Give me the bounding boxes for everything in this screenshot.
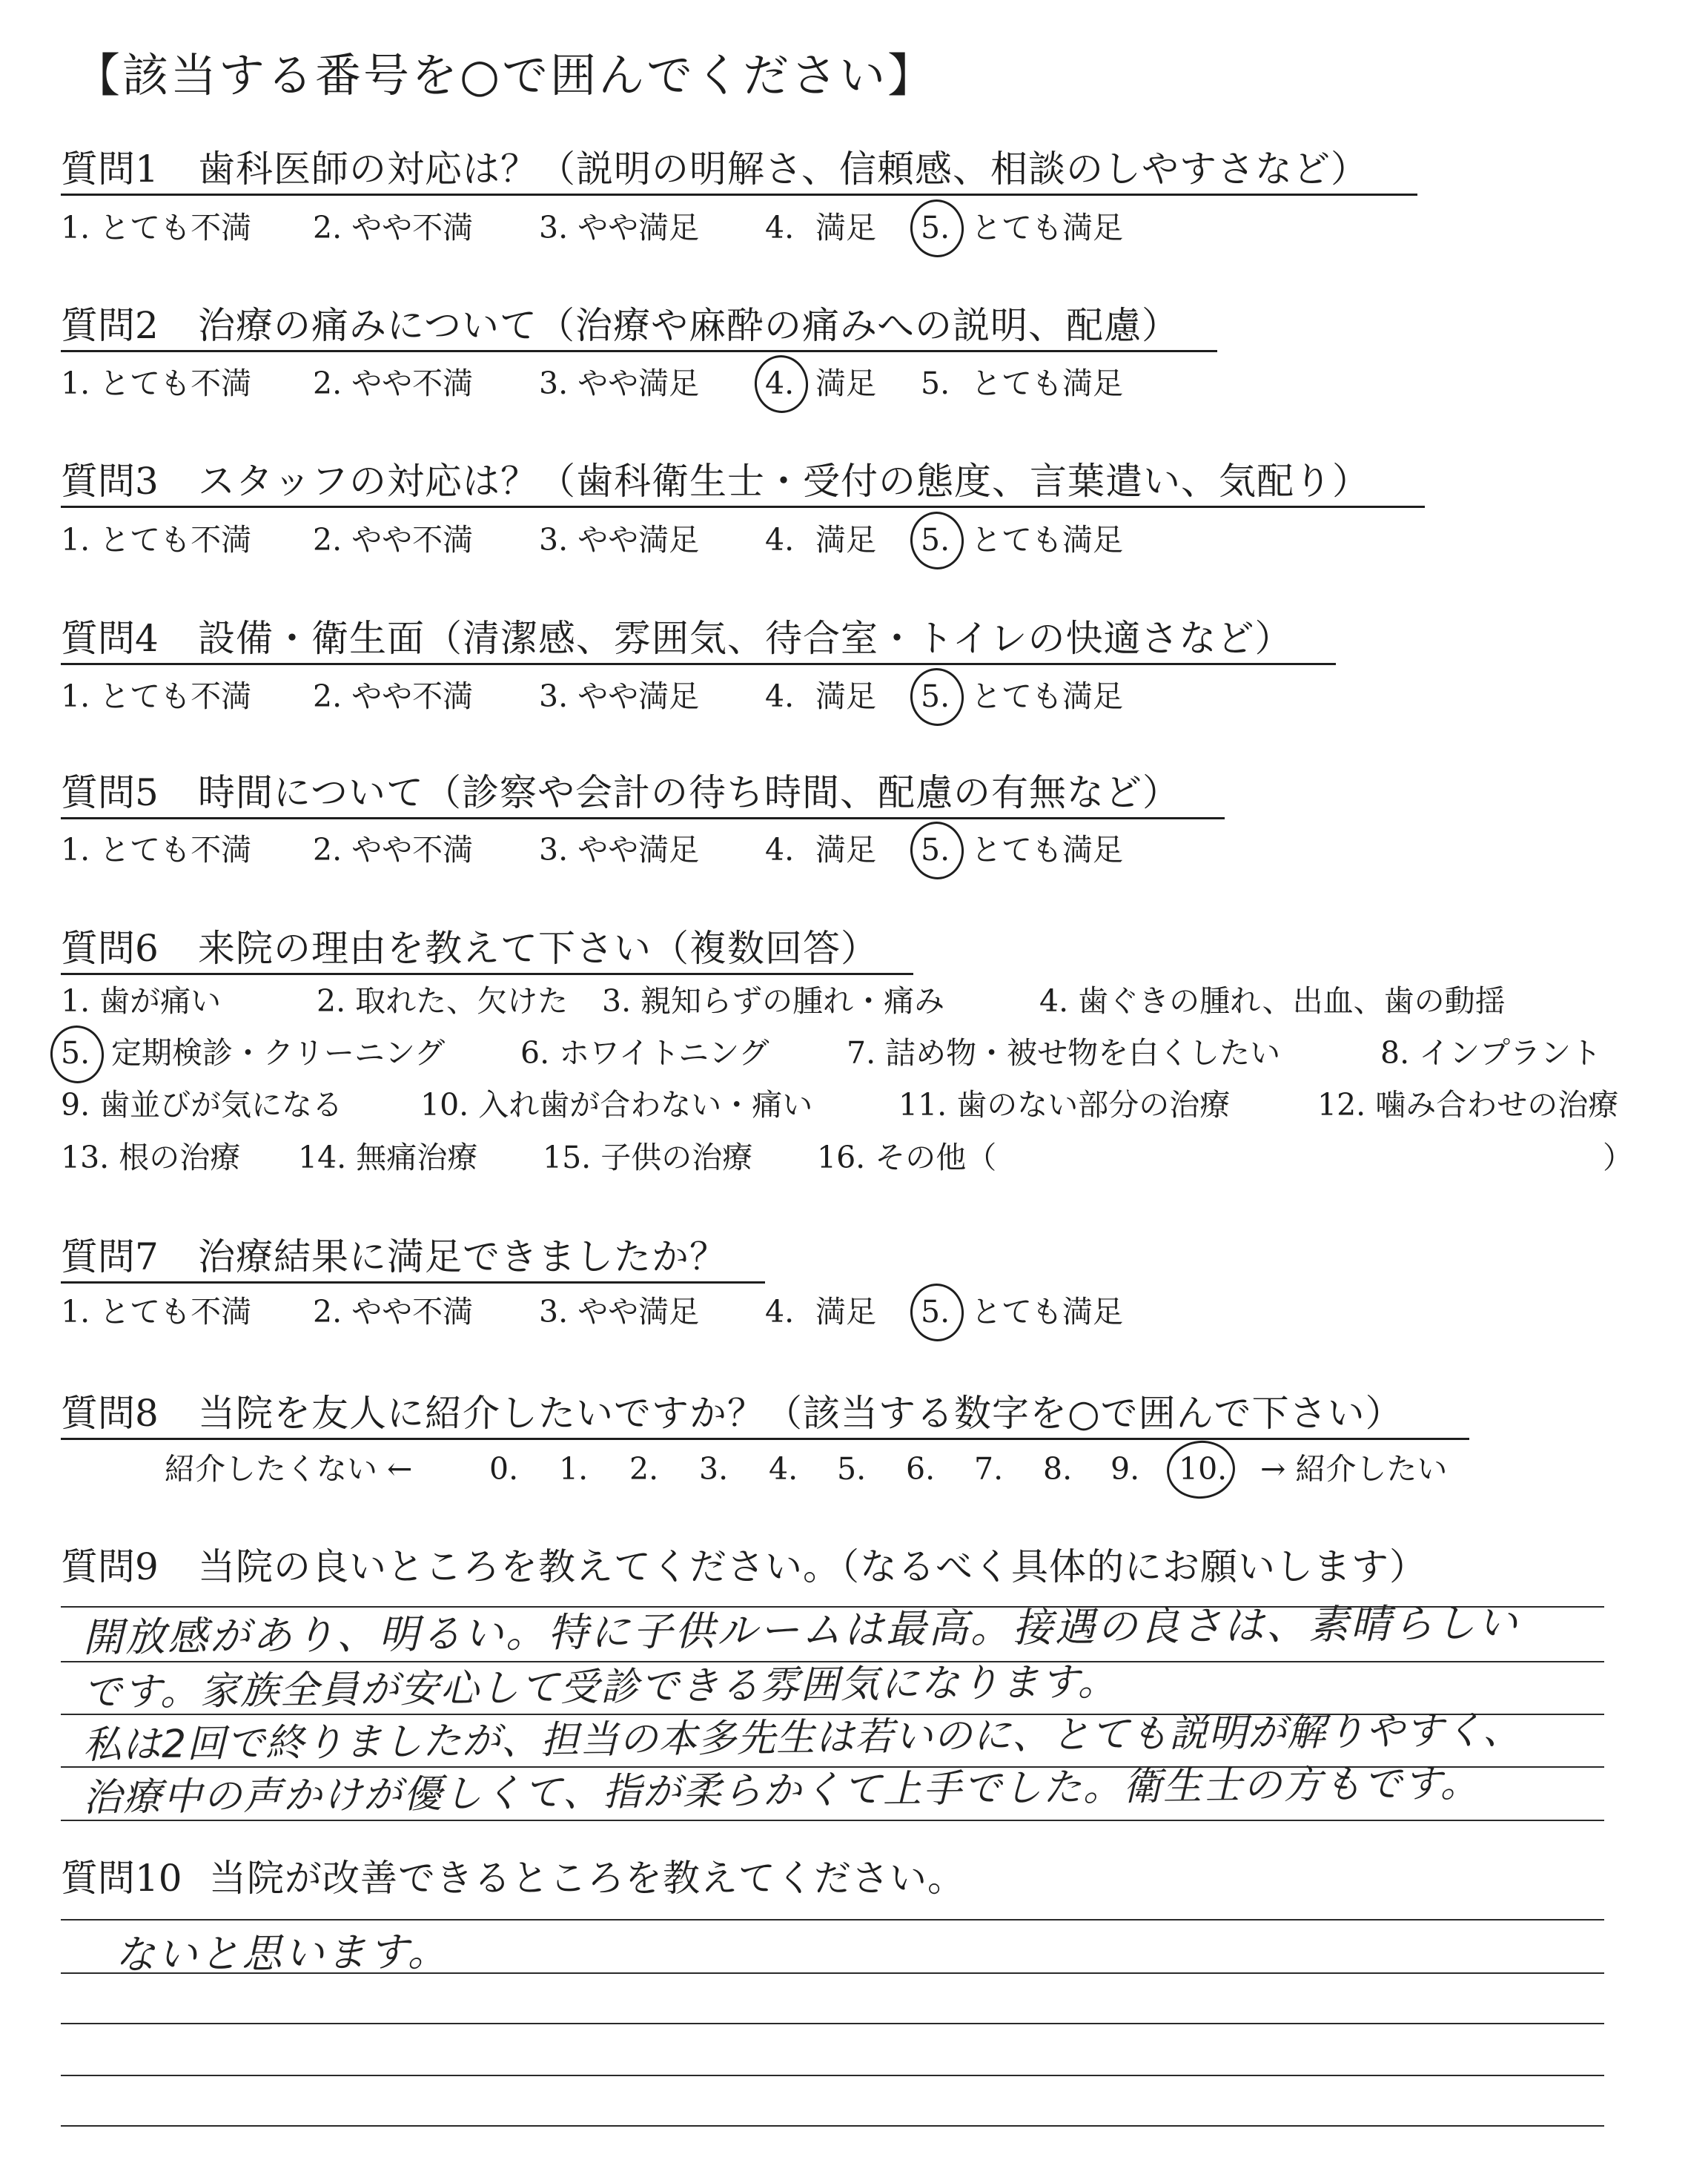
option-2[interactable]: 2. やや不満 (313, 366, 474, 401)
option-5-number-circled[interactable]: 5. (921, 827, 950, 873)
option-12[interactable]: 12. 噛み合わせの治療 (1317, 1087, 1619, 1123)
scale-6[interactable]: 6. (906, 1451, 936, 1487)
q10-answer-line-1: ないと思います。 (114, 1928, 451, 1978)
option-5-label: とても満足 (971, 522, 1123, 558)
option-5-label: とても満足 (971, 1294, 1123, 1330)
scale-right-label: → 紹介したい (1260, 1451, 1448, 1487)
question-text: 治療結果に満足できましたか？ (198, 1235, 727, 1278)
option-3[interactable]: 3. 親知らずの腫れ・痛み (602, 983, 945, 1019)
option-4-label: 満足 (815, 366, 876, 401)
option-3[interactable]: 3. やや満足 (539, 1294, 700, 1330)
option-3[interactable]: 3. やや満足 (539, 832, 700, 868)
option-15[interactable]: 15. 子供の治療 (543, 1140, 753, 1175)
scale-1[interactable]: 1. (559, 1451, 589, 1487)
option-3[interactable]: 3. やや満足 (539, 522, 700, 558)
other-close-paren: ） (1603, 1140, 1633, 1175)
answer-line (61, 2075, 1604, 2076)
option-4-number[interactable]: 4. (765, 678, 795, 714)
scale-left-label: 紹介したくない ← (165, 1451, 413, 1487)
scale-2[interactable]: 2. (629, 1451, 659, 1487)
question-4-heading (61, 614, 1336, 665)
question-2-heading (61, 301, 1217, 352)
q9-answer-line-1: 開放感があり、明るい。特に子供ルームは最高。接遇の良さは、素晴らしい (82, 1599, 1520, 1661)
scale-10-circled[interactable]: 10. (1179, 1446, 1227, 1492)
question-number: 質問1 (61, 148, 159, 191)
question-6-heading (61, 924, 913, 975)
question-text: スタッフの対応は？（歯科衛生士・受付の態度、言葉遣い、気配り） (198, 460, 1370, 503)
option-5-label: とても満足 (971, 366, 1123, 401)
option-2[interactable]: 2. やや不満 (313, 1294, 474, 1330)
option-4-label: 満足 (815, 678, 876, 714)
option-5-number-circled[interactable]: 5. (921, 1289, 950, 1335)
option-4-number[interactable]: 4. (765, 210, 795, 245)
question-8-heading (61, 1389, 1469, 1440)
option-5-label: とても満足 (971, 678, 1123, 714)
option-2[interactable]: 2. やや不満 (313, 522, 474, 558)
q9-answer-line-4: 治療中の声かけが優しくて、指が柔らかくて上手でした。衛生士の方もです。 (82, 1761, 1481, 1820)
option-8[interactable]: 8. インプラント (1380, 1035, 1602, 1071)
scale-7[interactable]: 7. (974, 1451, 1004, 1487)
question-4-options (61, 673, 1173, 719)
option-5-label: とても満足 (971, 210, 1123, 245)
question-8-scale (61, 1446, 1618, 1492)
question-3-options (61, 517, 1173, 563)
option-14[interactable]: 14. 無痛治療 (298, 1140, 478, 1175)
option-2[interactable]: 2. 取れた、欠けた (317, 983, 569, 1019)
option-5-number-circled[interactable]: 5. (61, 1031, 90, 1075)
option-2[interactable]: 2. やや不満 (313, 832, 474, 868)
option-5-number-circled[interactable]: 5. (921, 205, 950, 251)
question-number: 質問4 (61, 617, 159, 660)
option-4-number[interactable]: 4. (765, 522, 795, 558)
question-6-options-row-2 (61, 1031, 1655, 1075)
option-4-label: 満足 (815, 1294, 876, 1330)
option-9[interactable]: 9. 歯並びが気になる (61, 1087, 343, 1123)
scale-9[interactable]: 9. (1110, 1451, 1140, 1487)
question-1-options (61, 205, 1173, 251)
answer-line (61, 2125, 1604, 2127)
option-4-number[interactable]: 4. (765, 832, 795, 868)
question-number: 質問6 (61, 927, 159, 970)
question-number: 質問7 (61, 1235, 159, 1278)
question-7-heading (61, 1232, 765, 1284)
question-9-heading (61, 1542, 1506, 1591)
option-16-other[interactable]: 16. その他（ (817, 1140, 997, 1175)
option-2[interactable]: 2. やや不満 (313, 678, 474, 714)
option-5-number-circled[interactable]: 5. (921, 517, 950, 563)
question-text: 治療の痛みについて（治療や麻酔の痛みへの説明、配慮） (198, 304, 1179, 347)
question-text: 設備・衛生面（清潔感、雰囲気、待合室・トイレの快適さなど） (198, 617, 1293, 660)
option-10[interactable]: 10. 入れ歯が合わない・痛い (420, 1087, 813, 1123)
question-5-options (61, 827, 1173, 873)
answer-line (61, 1820, 1604, 1821)
scale-8[interactable]: 8. (1043, 1451, 1073, 1487)
option-1[interactable]: 1. とても不満 (61, 210, 252, 245)
q9-answer-line-3: 私は2回で終りましたが、担当の本多先生は若いのに、とても説明が解りやすく、 (82, 1708, 1523, 1768)
option-13[interactable]: 13. 根の治療 (61, 1140, 241, 1175)
answer-line (61, 1919, 1604, 1920)
option-5-label: 定期検診・クリーニング (111, 1035, 446, 1071)
question-number: 質問2 (61, 304, 159, 347)
option-1[interactable]: 1. とても不満 (61, 678, 252, 714)
scale-5[interactable]: 5. (837, 1451, 867, 1487)
option-4-label: 満足 (815, 522, 876, 558)
question-text: 来院の理由を教えて下さい（複数回答） (198, 927, 878, 970)
option-1[interactable]: 1. とても不満 (61, 832, 252, 868)
option-4[interactable]: 4. 歯ぐきの腫れ、出血、歯の動揺 (1039, 983, 1506, 1019)
option-11[interactable]: 11. 歯のない部分の治療 (898, 1087, 1231, 1123)
question-text: 時間について（診察や会計の待ち時間、配慮の有無など） (198, 771, 1180, 814)
answer-line (61, 2023, 1604, 2024)
scale-4[interactable]: 4. (769, 1451, 798, 1487)
question-text: 歯科医師の対応は？（説明の明解さ、信頼感、相談のしやすさなど） (198, 148, 1368, 191)
question-text: 当院が改善できるところを教えてください。 (209, 1857, 965, 1900)
question-1-heading (61, 145, 1417, 196)
option-3[interactable]: 3. やや満足 (539, 210, 700, 245)
question-10-heading (61, 1854, 1099, 1903)
option-1[interactable]: 1. とても不満 (61, 1294, 252, 1330)
option-1[interactable]: 1. とても不満 (61, 522, 252, 558)
option-4-label: 満足 (815, 210, 876, 245)
page-title: 【該当する番号を○で囲んでください】 (74, 48, 936, 102)
question-6-options-row-4 (61, 1135, 1655, 1180)
question-number: 質問9 (61, 1545, 159, 1588)
question-3-heading (61, 457, 1425, 508)
question-number: 質問5 (61, 771, 159, 814)
scale-0[interactable]: 0. (489, 1451, 519, 1487)
option-2[interactable]: 2. やや不満 (313, 210, 474, 245)
scale-3[interactable]: 3. (699, 1451, 729, 1487)
question-7-options (61, 1289, 1173, 1335)
question-number: 質問10 (61, 1857, 182, 1900)
option-3[interactable]: 3. やや満足 (539, 678, 700, 714)
question-text: 当院の良いところを教えてください。（なるべく具体的にお願いします） (198, 1545, 1427, 1588)
option-6[interactable]: 6. ホワイトニング (520, 1035, 769, 1071)
option-5-number-circled[interactable]: 5. (921, 673, 950, 719)
option-4-number[interactable]: 4. (765, 1294, 795, 1330)
question-number: 質問3 (61, 460, 159, 503)
option-4-number-circled[interactable]: 4. (765, 360, 794, 406)
question-number: 質問8 (61, 1392, 159, 1435)
option-3[interactable]: 3. やや満足 (539, 366, 700, 401)
question-text: 当院を友人に紹介したいですか？（該当する数字を○で囲んで下さい） (198, 1392, 1403, 1435)
option-4-label: 満足 (815, 832, 876, 868)
question-2-options (61, 360, 1173, 406)
option-5-number[interactable]: 5. (921, 366, 950, 401)
option-1[interactable]: 1. とても不満 (61, 366, 252, 401)
question-6-options-row-3 (61, 1083, 1655, 1127)
option-7[interactable]: 7. 詰め物・被せ物を白くしたい (847, 1035, 1281, 1071)
q9-answer-line-2: です。家族全員が安心して受診できる雰囲気になります。 (82, 1659, 1118, 1715)
option-5-label: とても満足 (971, 832, 1123, 868)
question-6-options-row-1 (61, 979, 1655, 1023)
question-5-heading (61, 768, 1225, 819)
option-1[interactable]: 1. 歯が痛い (61, 983, 222, 1019)
